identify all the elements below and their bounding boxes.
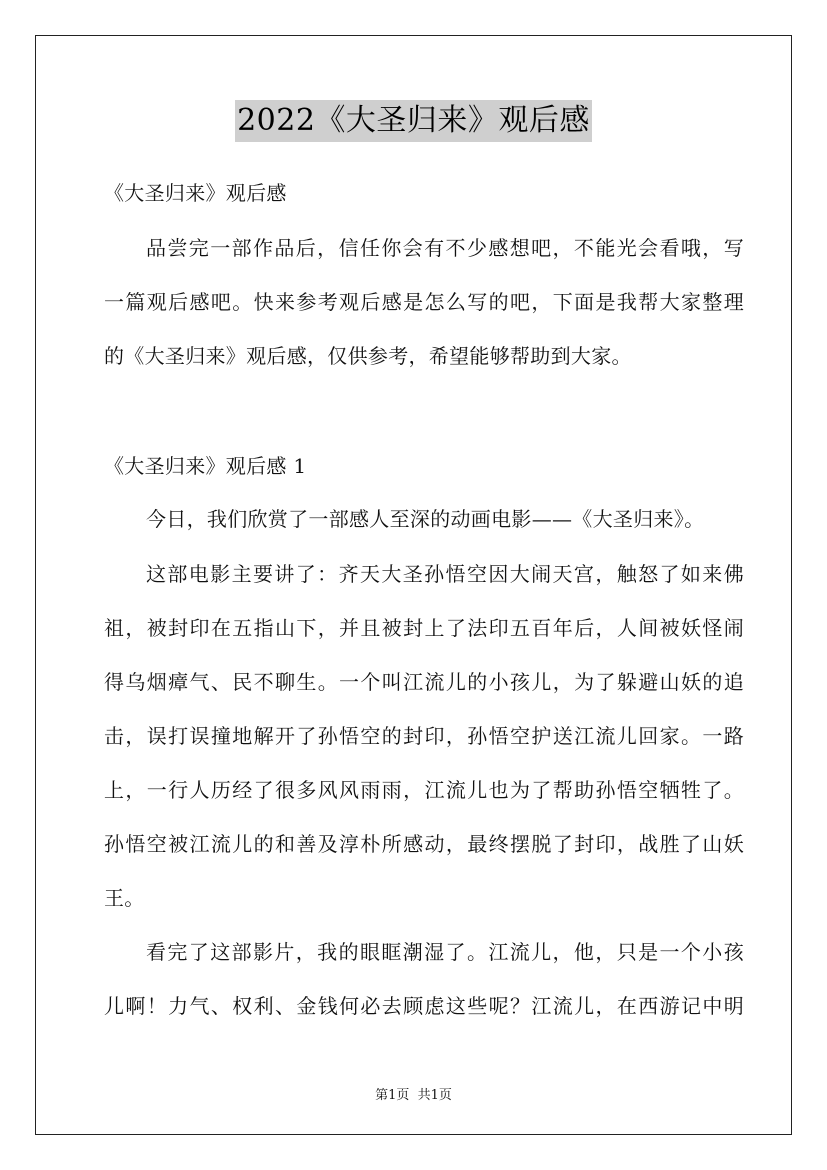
page-total: 共1页 bbox=[417, 1088, 452, 1103]
section-heading: 《大圣归来》观后感 1 bbox=[104, 454, 307, 478]
paragraph-3-line-2: 儿啊！力气、权利、金钱何必去顾虑这些呢？江流儿，在西游记中明 bbox=[104, 994, 744, 1018]
paragraph-3-line-1: 看完了这部影片，我的眼眶潮湿了。江流儿，他，只是一个小孩 bbox=[146, 940, 744, 964]
paragraph-2-line-2: 祖，被封印在五指山下，并且被封上了法印五百年后，人间被妖怪闹 bbox=[104, 616, 744, 640]
paragraph-2-line-3: 得乌烟瘴气、民不聊生。一个叫江流儿的小孩儿，为了躲避山妖的追 bbox=[104, 670, 744, 694]
paragraph-2-line-7: 王。 bbox=[104, 886, 145, 910]
paragraph-1: 今日，我们欣赏了一部感人至深的动画电影——《大圣归来》。 bbox=[146, 507, 705, 531]
intro-line-1: 品尝完一部作品后，信任你会有不少感想吧，不能光会看哦，写 bbox=[146, 236, 744, 260]
paragraph-2-line-1: 这部电影主要讲了：齐天大圣孙悟空因大闹天宫，触怒了如来佛 bbox=[146, 562, 744, 586]
paragraph-2-line-5: 上，一行人历经了很多风风雨雨，江流儿也为了帮助孙悟空牺牲了。 bbox=[104, 778, 744, 802]
document-title: 2022《大圣归来》观后感 bbox=[235, 100, 592, 142]
intro-line-2: 一篇观后感吧。快来参考观后感是怎么写的吧，下面是我帮大家整理 bbox=[104, 290, 744, 314]
page-number: 第1页 bbox=[375, 1088, 410, 1103]
paragraph-2-line-6: 孙悟空被江流儿的和善及淳朴所感动，最终摆脱了封印，战胜了山妖 bbox=[104, 832, 744, 856]
document-subtitle: 《大圣归来》观后感 bbox=[104, 181, 287, 205]
title-container bbox=[0, 100, 827, 142]
intro-line-3: 的《大圣归来》观后感，仅供参考，希望能够帮助到大家。 bbox=[104, 344, 632, 368]
paragraph-2-line-4: 击，误打误撞地解开了孙悟空的封印，孙悟空护送江流儿回家。一路 bbox=[104, 724, 744, 748]
page-footer bbox=[0, 1084, 827, 1103]
